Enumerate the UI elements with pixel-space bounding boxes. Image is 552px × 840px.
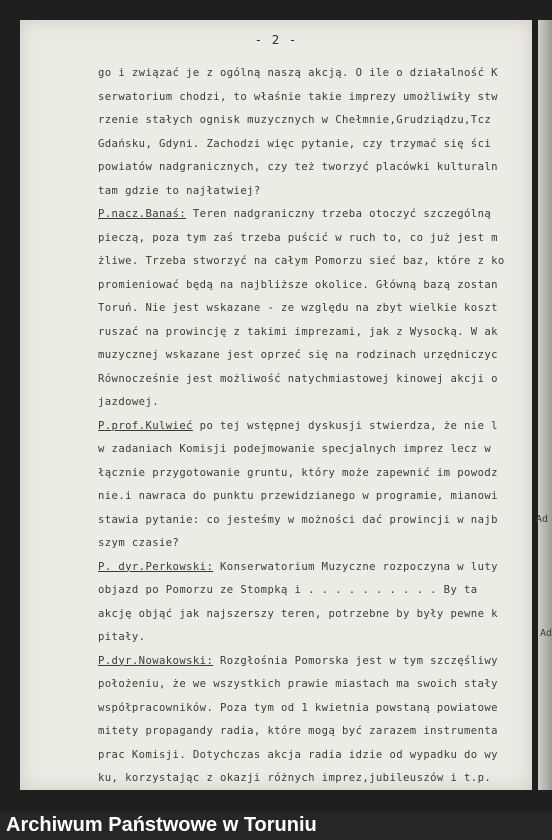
text-line [98, 250, 538, 274]
text-line [98, 415, 538, 439]
text-line [98, 509, 538, 533]
line-text: Rozgłośnia Pomorska jest w tym szczęśliwy [213, 654, 498, 667]
text-line [98, 109, 538, 133]
line-text: pitały. [98, 631, 146, 643]
line-text: łącznie przygotowanie gruntu, który może zapewnić im powodz [98, 466, 498, 479]
text-line [98, 297, 538, 321]
text-line [98, 626, 538, 650]
line-text: powiatów nadgranicznych, czy też tworzyć placówki kulturaln [98, 161, 498, 173]
text-line [98, 603, 538, 627]
line-text: jazdowej. [98, 396, 160, 408]
line-text: nie.i nawraca do punktu przewidzianego w programie, mianowi [98, 490, 498, 502]
text-line [98, 321, 538, 345]
document-body [98, 62, 538, 791]
text-line [98, 180, 538, 204]
margin-note: Ad [540, 628, 552, 639]
text-line [98, 650, 538, 674]
line-text: Gdańsku, Gdyni. Zachodzi więc pytanie, czy trzymać się ści [98, 137, 492, 150]
text-line [98, 720, 538, 744]
line-text: w zadaniach Komisji podejmowanie specjalnych imprez lecz w [98, 443, 492, 455]
text-line [98, 227, 538, 251]
text-line [98, 368, 538, 392]
text-line [98, 579, 538, 603]
line-text: ruszać na prowincję z takimi imprezami, jak z Wysocką. W ak [98, 325, 498, 338]
archive-name: Archiwum Państwowe w Toruniu [6, 814, 317, 836]
text-line [98, 274, 538, 298]
text-line [98, 391, 538, 415]
text-line [98, 438, 538, 462]
line-text: promieniować będą na najbliższe okolice. Główną bazą zostan [98, 278, 498, 291]
line-text: po tej wstępnej dyskusji stwierdza, że nie l [192, 419, 498, 432]
line-text: serwatorium chodzi, to właśnie takie imprezy umożliwiły stw [98, 90, 498, 103]
text-line [98, 62, 538, 86]
text-line [98, 156, 538, 180]
line-text: żliwe. Trzeba stworzyć na całym Pomorzu sieć baz, które z ko [98, 255, 505, 267]
speaker-label: P.prof.Kulwieć [98, 419, 193, 432]
text-line [98, 462, 538, 486]
line-text: rzenie stałych ognisk muzycznych w Chełmnie,Grudziądzu,Tcz [98, 114, 492, 126]
line-text: mitety propagandy radia, które mogą być zarazem instrumenta [98, 725, 498, 737]
line-text: muzycznej wskazane jest oprzeć się na rodzinach urzędniczyc [98, 349, 498, 361]
line-text: ku, korzystając z okazji różnych imprez,jubileuszów i t.p. [98, 772, 492, 784]
line-text: położeniu, że we wszystkich prawie miastach ma swoich stały [98, 678, 498, 690]
line-text: pieczą, poza tym zaś trzeba puścić w ruch to, co już jest m [98, 231, 498, 244]
line-text: objazd po Pomorzu ze Stompką i . . . . . . . . . . By ta [98, 584, 478, 596]
line-text: Teren nadgraniczny trzeba otoczyć szczególną [186, 208, 492, 220]
page-binding-edge [538, 20, 552, 790]
line-text: Toruń. Nie jest wskazane - ze względu na zbyt wielkie koszt [98, 302, 498, 314]
text-line [98, 767, 538, 791]
speaker-label: P.nacz.Banaś: [98, 208, 187, 220]
line-text: go i związać je z ogólną naszą akcją. O ile o działalność K [98, 67, 498, 79]
text-line [98, 744, 538, 768]
line-text: prac Komisji. Dotychczas akcja radia idzie od wypadku do wy [98, 748, 498, 761]
line-text: współpracowników. Poza tym od 1 kwietnia powstaną powiatowe [98, 701, 498, 714]
text-line [98, 86, 538, 110]
margin-note: Ad [536, 514, 549, 525]
text-line [98, 556, 538, 580]
text-line [98, 673, 538, 697]
text-line [98, 532, 538, 556]
document-page [20, 20, 532, 790]
line-text: stawia pytanie: co jesteśmy w możności dać prowincji w najb [98, 513, 498, 526]
line-text: Równocześnie jest możliwość natychmiastowej kinowej akcji o [98, 372, 498, 385]
line-text: szym czasie? [98, 537, 180, 549]
text-line [98, 697, 538, 721]
page-number: - 2 - [254, 32, 298, 47]
line-text: tam gdzie to najłatwiej? [98, 184, 261, 197]
line-text: Konserwatorium Muzyczne rozpoczyna w luty [213, 560, 498, 573]
speaker-label: P.dyr.Nowakowski: [98, 654, 214, 667]
archive-footer [0, 812, 552, 840]
text-line [98, 344, 538, 368]
line-text: akcję objąć jak najszerszy teren, potrzebne by były pewne k [98, 607, 498, 620]
speaker-label: P. dyr.Perkowski: [98, 560, 214, 573]
text-line [98, 485, 538, 509]
text-line [98, 133, 538, 157]
text-line [98, 203, 538, 227]
